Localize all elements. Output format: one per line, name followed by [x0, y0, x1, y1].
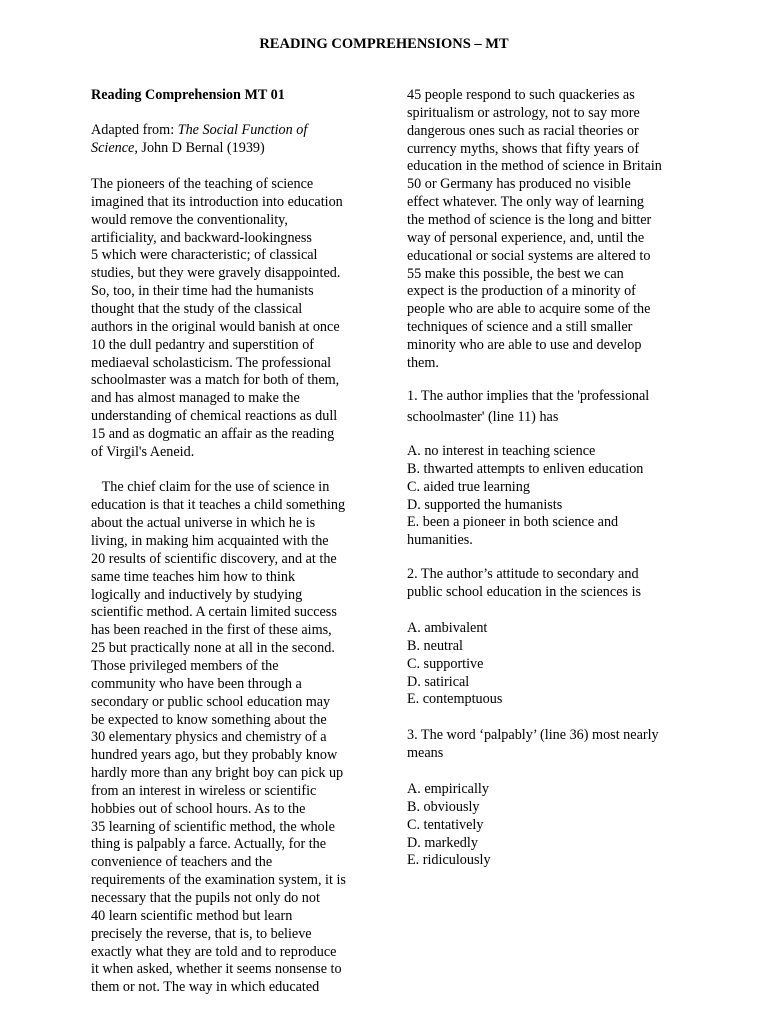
passage-line: Those privileged members of the: [91, 657, 279, 674]
passage-line: currency myths, shows that fifty years of: [407, 140, 640, 157]
answer-option: B. obviously: [407, 798, 480, 815]
passage-line: understanding of chemical reactions as dull: [91, 408, 338, 425]
answer-option: D. markedly: [407, 834, 478, 851]
passage-line: community who have been through a: [91, 675, 302, 692]
question-stem: 3. The word ‘palpably’ (line 36) most nearly: [407, 727, 659, 743]
passage-line: be expected to know something about the: [91, 711, 327, 728]
passage-line: hardly more than any bright boy can pick up: [91, 765, 344, 782]
passage-line: thing is palpably a farce. Actually, for the: [91, 836, 327, 853]
section-heading: Reading Comprehension MT 01: [91, 87, 285, 103]
passage-line: spiritualism or astrology, not to say more: [407, 104, 640, 121]
answer-option: D. supported the humanists: [407, 496, 563, 513]
passage-line: logically and inductively by studying: [91, 586, 303, 603]
source-work-title-cont: Science: [91, 140, 135, 156]
passage-line: living, in making him acquainted with the: [91, 533, 329, 549]
passage-line: The chief claim for the use of science in: [91, 479, 330, 496]
passage-line: thought that the study of the classical: [91, 300, 303, 317]
passage-line: education in the method of science in Britain: [407, 158, 662, 175]
answer-option: E. been a pioneer in both science and: [407, 514, 619, 531]
passage-line: mediaeval scholasticism. The professional: [91, 354, 332, 371]
passage-line: necessary that the pupils not only do not: [91, 890, 320, 906]
answer-option: B. neutral: [407, 637, 463, 654]
source-author-year: , John D Bernal (1939): [134, 140, 265, 156]
source-prefix: Adapted from:: [91, 122, 178, 138]
page-title: READING COMPREHENSIONS – MT: [259, 36, 509, 52]
passage-line: would remove the conventionality,: [91, 211, 288, 228]
passage-line: 55 make this possible, the best we can: [407, 265, 624, 282]
passage-line: studies, but they were gravely disappointed.: [91, 265, 341, 282]
passage-line: 15 and as dogmatic an affair as the reading: [91, 425, 335, 442]
question-stem: 2. The author’s attitude to secondary and: [407, 566, 639, 582]
passage-line: it when asked, whether it seems nonsense to: [91, 961, 342, 978]
passage-line: 35 learning of scientific method, the whole: [91, 818, 335, 835]
passage-line: requirements of the examination system, it is: [91, 872, 346, 889]
passage-line: way of personal experience, and, until the: [407, 229, 645, 246]
answer-option: A. ambivalent: [407, 620, 488, 636]
passage-line: them.: [407, 354, 439, 371]
passage-line: 5 which were characteristic; of classical: [91, 247, 318, 264]
source-line-1: [91, 122, 307, 140]
passage-line: and has almost managed to make the: [91, 390, 300, 407]
passage-line: hundred years ago, but they probably know: [91, 747, 338, 764]
answer-option: humanities.: [407, 532, 473, 549]
passage-line: convenience of teachers and the: [91, 854, 273, 871]
passage-line: scientific method. A certain limited success: [91, 604, 337, 621]
passage-line: schoolmaster was a match for both of them,: [91, 372, 340, 389]
passage-line: So, too, in their time had the humanists: [91, 283, 314, 300]
answer-option: B. thwarted attempts to enliven education: [407, 460, 644, 477]
question-stem: 1. The author implies that the 'professional: [407, 388, 650, 404]
passage-line: techniques of science and a still smaller: [407, 319, 633, 336]
passage-line: imagined that its introduction into education: [91, 193, 343, 210]
source-line-2: [91, 140, 265, 158]
answer-option: A. no interest in teaching science: [407, 443, 596, 459]
passage-line: precisely the reverse, that is, to believe: [91, 925, 312, 942]
passage-line: authors in the original would banish at once: [91, 318, 340, 335]
passage-line: 50 or Germany has produced no visible: [407, 176, 631, 193]
passage-line: people who are able to acquire some of the: [407, 301, 651, 318]
passage-line: about the actual universe in which he is: [91, 515, 316, 532]
passage-line: minority who are able to use and develop: [407, 336, 642, 353]
passage-line: secondary or public school education may: [91, 693, 331, 710]
answer-option: C. tentatively: [407, 816, 484, 833]
passage-line: them or not. The way in which educated: [91, 979, 320, 996]
passage-line: from an interest in wireless or scientific: [91, 782, 317, 799]
answer-option: D. satirical: [407, 673, 470, 690]
passage-line: hobbies out of school hours. As to the: [91, 800, 306, 817]
passage-line: 30 elementary physics and chemistry of a: [91, 729, 327, 746]
passage-line: the method of science is the long and bitter: [407, 211, 652, 228]
passage-line: 40 learn scientific method but learn: [91, 907, 293, 924]
answer-option: E. contemptuous: [407, 691, 503, 708]
passage-line: 25 but practically none at all in the second.: [91, 640, 335, 657]
passage-line: exactly what they are told and to reproduce: [91, 943, 337, 960]
passage-line: expect is the production of a minority of: [407, 283, 636, 300]
passage-line: 20 results of scientific discovery, and at the: [91, 550, 337, 567]
passage-line: has been reached in the first of these aims,: [91, 622, 332, 639]
passage-line: dangerous ones such as racial theories or: [407, 122, 639, 139]
source-work-title: The Social Function of: [177, 122, 308, 138]
passage-line: 10 the dull pedantry and superstition of: [91, 336, 315, 353]
question-stem: public school education in the sciences is: [407, 584, 642, 600]
answer-option: E. ridiculously: [407, 852, 491, 869]
passage-line: effect whatever. The only way of learning: [407, 194, 645, 211]
passage-line: 45 people respond to such quackeries as: [407, 87, 635, 103]
answer-option: C. aided true learning: [407, 478, 530, 495]
passage-line: same time teaches him how to think: [91, 568, 296, 585]
passage-line: education is that it teaches a child something: [91, 497, 346, 514]
passage-line: of Virgil's Aeneid.: [91, 443, 195, 460]
question-stem: schoolmaster' (line 11) has: [407, 409, 559, 425]
answer-option: C. supportive: [407, 655, 484, 672]
passage-line: artificiality, and backward-lookingness: [91, 229, 312, 246]
passage-line: The pioneers of the teaching of science: [91, 176, 314, 192]
passage-line: educational or social systems are altered to: [407, 247, 651, 264]
question-stem: means: [407, 745, 444, 761]
answer-option: A. empirically: [407, 781, 489, 797]
